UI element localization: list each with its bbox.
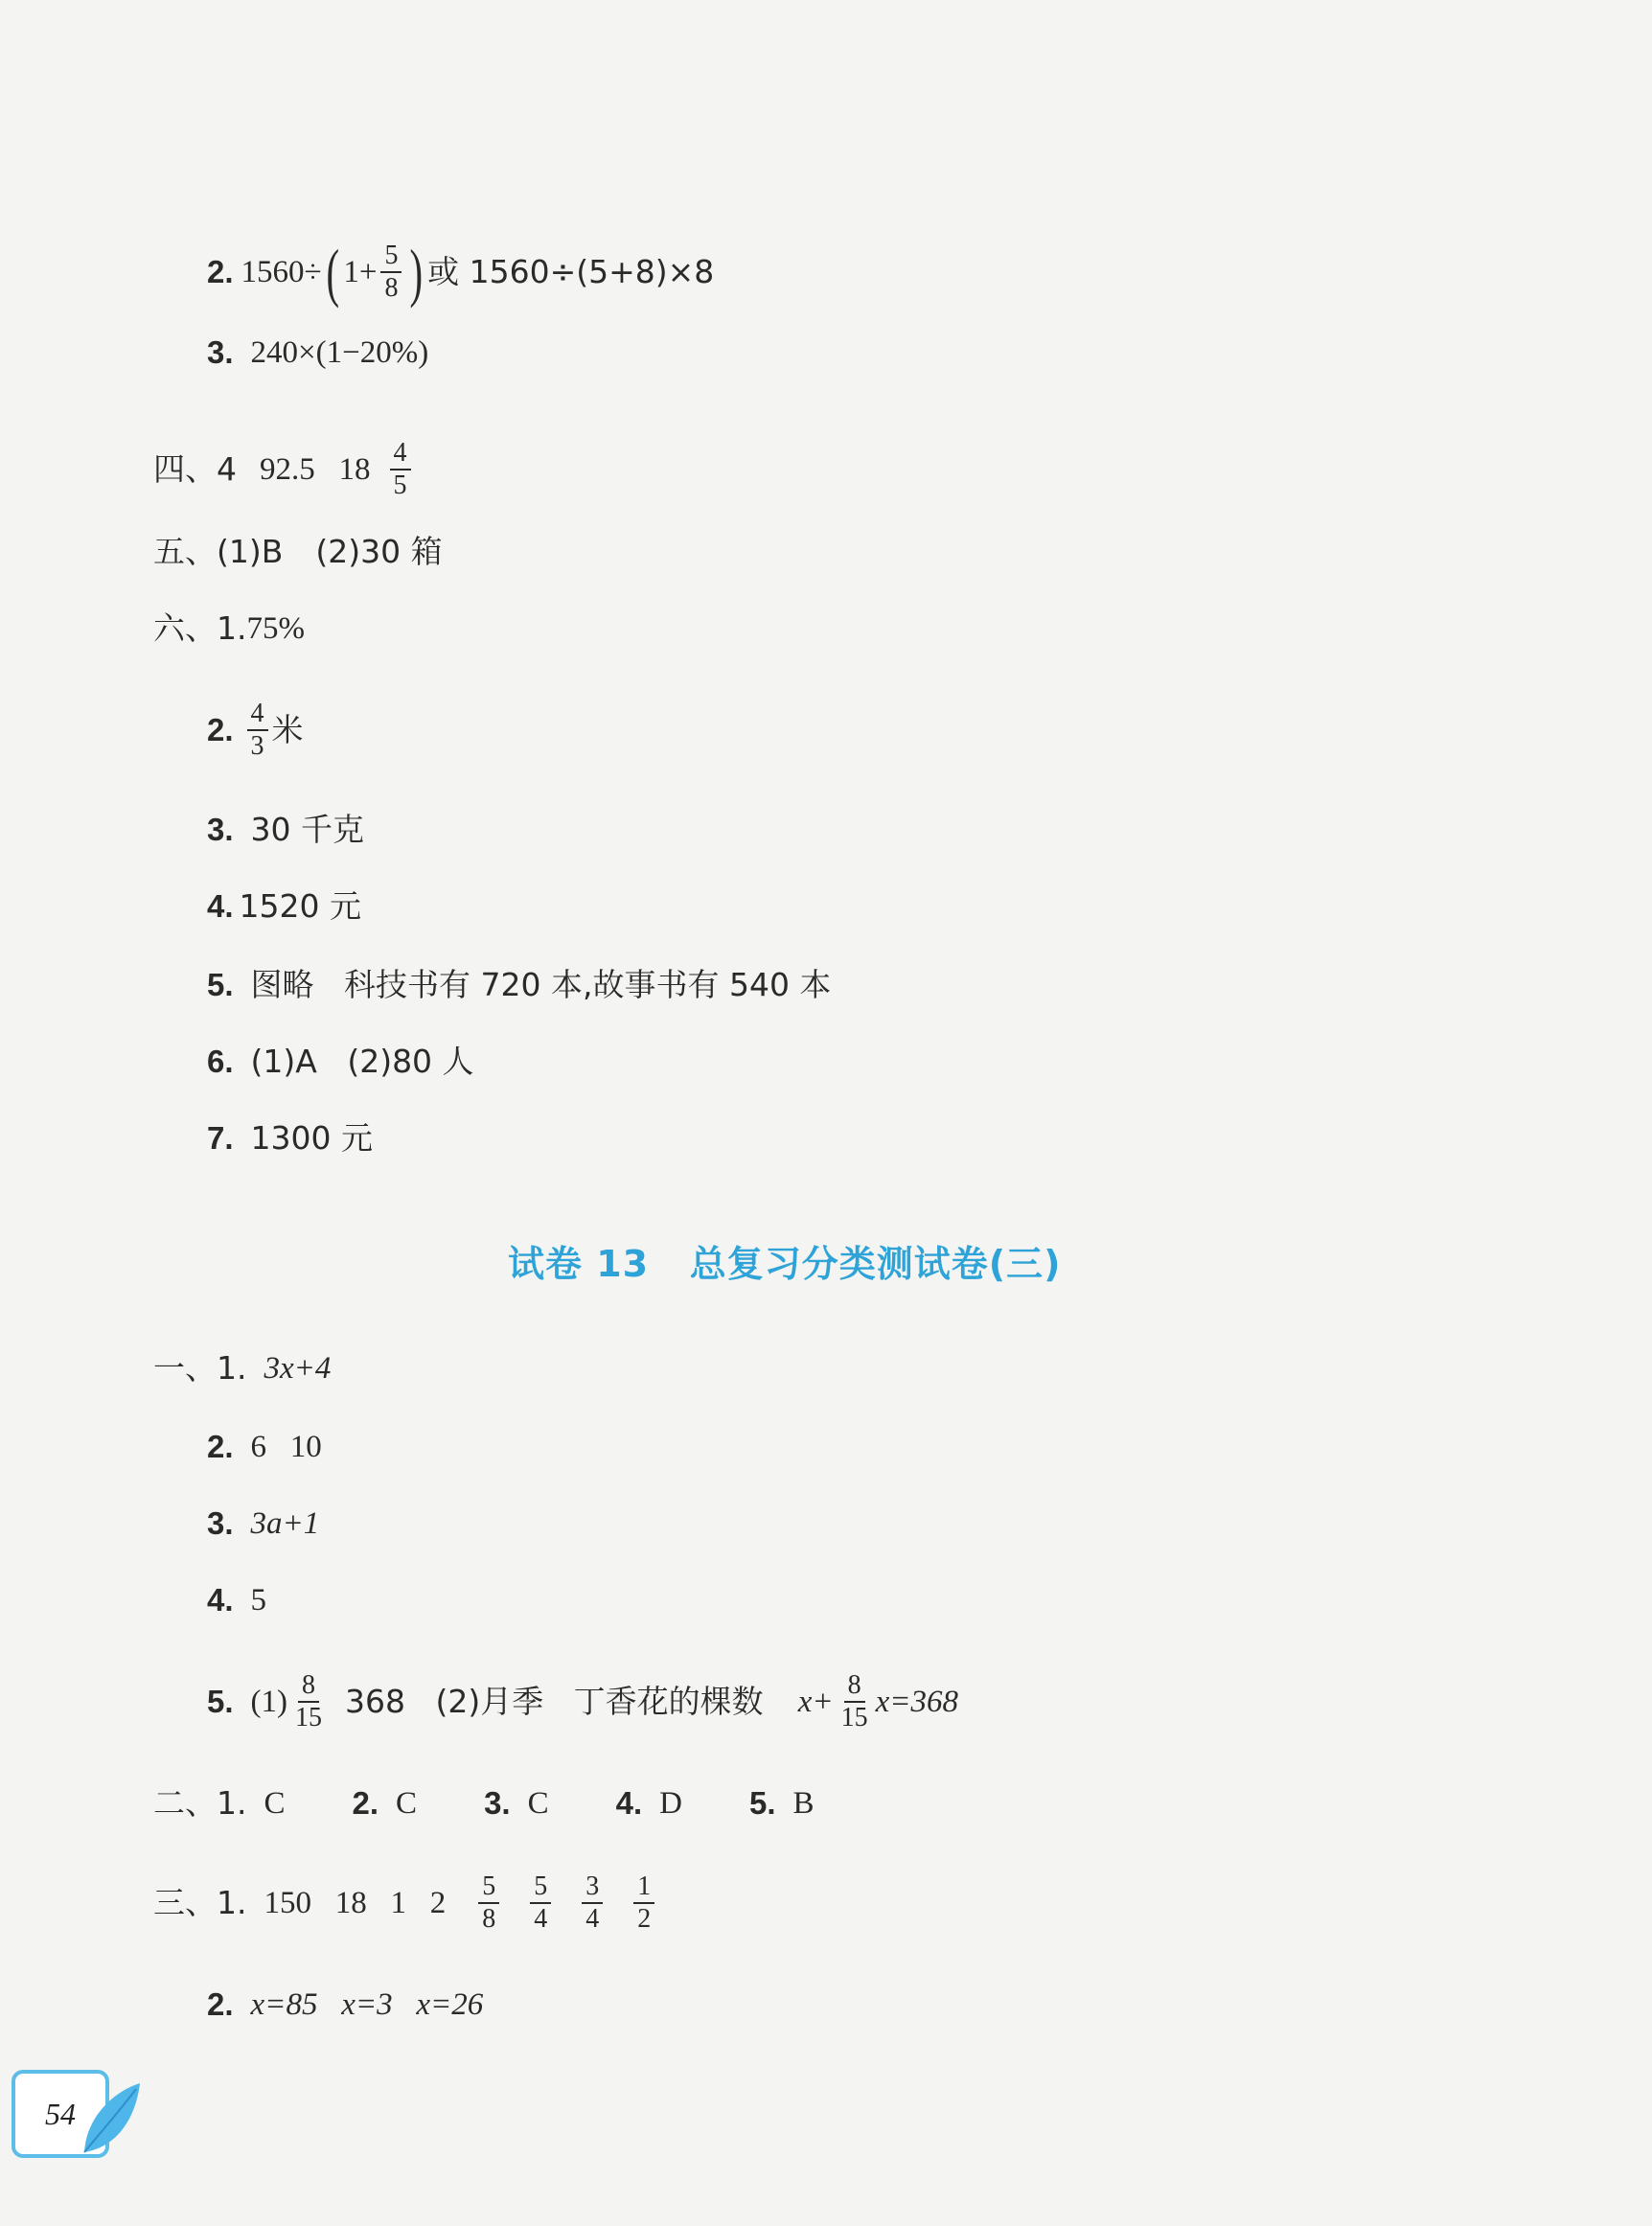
answer-choice: C bbox=[396, 1786, 418, 1821]
question-number: 2. bbox=[207, 712, 234, 747]
part-1-q4 bbox=[207, 1581, 266, 1619]
section-4-line bbox=[153, 431, 415, 508]
question-number: 2. bbox=[352, 1785, 379, 1821]
denominator: 3 bbox=[250, 731, 264, 761]
answer-text: 30 千克 bbox=[250, 811, 365, 848]
answer-text: 5 bbox=[250, 1583, 267, 1618]
fraction bbox=[247, 699, 268, 762]
question-number: 4. bbox=[207, 888, 234, 924]
denominator: 8 bbox=[384, 273, 399, 303]
section-6-q6 bbox=[207, 1043, 474, 1081]
expression-part: 或 1560÷(5+8)×8 bbox=[427, 253, 715, 290]
fraction bbox=[380, 241, 402, 304]
fraction bbox=[530, 1871, 551, 1935]
section-6-q5 bbox=[207, 966, 831, 1004]
question-number: 3. bbox=[207, 1505, 234, 1541]
question-number: 6. bbox=[207, 1044, 234, 1079]
answer-text: (1)A (2)80 人 bbox=[250, 1043, 474, 1080]
expression-part: 1+ bbox=[343, 255, 378, 289]
leaf-icon bbox=[77, 2077, 144, 2158]
part-1-q3 bbox=[207, 1504, 319, 1543]
numerator: 5 bbox=[530, 1871, 551, 1904]
equation-part: x=368 bbox=[875, 1685, 959, 1719]
denominator: 15 bbox=[840, 1703, 868, 1733]
question-number: 5. bbox=[207, 967, 234, 1002]
equation-part: x+ bbox=[797, 1685, 834, 1719]
numerator: 8 bbox=[844, 1670, 865, 1703]
part-1-q1 bbox=[153, 1349, 331, 1388]
answer-text: 3x+4 bbox=[264, 1351, 332, 1386]
question-number: 3. bbox=[207, 334, 234, 370]
section-6-line bbox=[153, 609, 305, 648]
unit: 米 bbox=[271, 711, 304, 748]
part-3-q2 bbox=[207, 1985, 483, 2024]
section-label: 二、1. bbox=[153, 1784, 247, 1822]
question-number: 4. bbox=[207, 1582, 234, 1618]
answer-text: 75% bbox=[246, 611, 305, 646]
section-label: 六、1. bbox=[153, 609, 247, 647]
section-6-q4 bbox=[207, 887, 361, 926]
question-number: 3. bbox=[484, 1785, 511, 1821]
section-6-q3 bbox=[207, 811, 364, 849]
answer-text: 图略 科技书有 720 本,故事书有 540 本 bbox=[250, 966, 832, 1003]
question-number: 2. bbox=[207, 254, 234, 289]
answer-choice: B bbox=[792, 1786, 815, 1821]
question-number: 2. bbox=[207, 1429, 234, 1464]
numerator: 4 bbox=[390, 438, 411, 470]
numerator: 5 bbox=[478, 1871, 499, 1904]
denominator: 5 bbox=[393, 470, 407, 500]
section-title: 试卷 13 总复习分类测试卷(三) bbox=[508, 1243, 1062, 1285]
section-label: 一、1. bbox=[153, 1349, 247, 1387]
page-number: 54 bbox=[45, 2096, 76, 2131]
denominator: 4 bbox=[534, 1904, 548, 1934]
numerator: 3 bbox=[582, 1871, 603, 1904]
numerator: 5 bbox=[380, 241, 402, 273]
close-paren: ) bbox=[409, 236, 424, 309]
answer-line-2 bbox=[207, 234, 714, 310]
fraction bbox=[837, 1670, 872, 1733]
question-number: 7. bbox=[207, 1120, 234, 1156]
open-paren: ( bbox=[326, 236, 339, 309]
part-3-q1 bbox=[153, 1865, 658, 1941]
section-label: 三、1. bbox=[153, 1884, 247, 1921]
part-1-q2 bbox=[207, 1428, 322, 1466]
answer-text: (1) bbox=[250, 1685, 288, 1719]
answer-text: (2)30 箱 bbox=[315, 533, 443, 570]
denominator: 8 bbox=[482, 1904, 496, 1934]
fraction bbox=[390, 438, 411, 501]
numerator: 4 bbox=[247, 699, 268, 731]
part-1-q5 bbox=[207, 1664, 958, 1740]
answer-text: 6 10 bbox=[250, 1430, 322, 1464]
fraction bbox=[582, 1871, 603, 1935]
denominator: 15 bbox=[295, 1703, 323, 1733]
answer-choice: C bbox=[527, 1786, 549, 1821]
answer-text: 1300 元 bbox=[250, 1119, 374, 1157]
answer-text: 3a+1 bbox=[250, 1506, 320, 1541]
section-6-q2 bbox=[207, 692, 304, 769]
question-number: 5. bbox=[748, 1785, 776, 1821]
answer-text: 240×(1−20%) bbox=[250, 335, 429, 370]
fraction bbox=[478, 1871, 499, 1935]
section-label: 五、(1)B bbox=[153, 533, 284, 570]
answer-text: 1520 元 bbox=[239, 887, 362, 925]
question-number: 3. bbox=[207, 812, 234, 847]
part-2-line bbox=[153, 1784, 815, 1823]
answer-text: 368 (2)月季 丁香花的棵数 bbox=[345, 1683, 764, 1720]
denominator: 2 bbox=[637, 1904, 652, 1934]
answer-line-3 bbox=[207, 333, 428, 372]
answer-choice: C bbox=[264, 1786, 286, 1821]
numerator: 8 bbox=[298, 1670, 319, 1703]
fraction bbox=[291, 1670, 326, 1733]
answer-values: 92.5 18 bbox=[260, 452, 371, 487]
question-number: 4. bbox=[615, 1785, 643, 1821]
fraction bbox=[633, 1871, 654, 1935]
answer-text: x=85 x=3 x=26 bbox=[250, 1987, 484, 2022]
question-number: 2. bbox=[207, 1986, 234, 2022]
denominator: 4 bbox=[585, 1904, 600, 1934]
answer-values: 150 18 1 2 bbox=[264, 1886, 447, 1920]
question-number: 5. bbox=[207, 1684, 234, 1719]
section-label: 四、4 bbox=[153, 450, 237, 488]
numerator: 1 bbox=[633, 1871, 654, 1904]
answer-choice: D bbox=[659, 1786, 682, 1821]
section-6-q7 bbox=[207, 1119, 373, 1158]
section-5-line bbox=[153, 533, 443, 571]
expression-part: 1560÷ bbox=[241, 255, 322, 289]
